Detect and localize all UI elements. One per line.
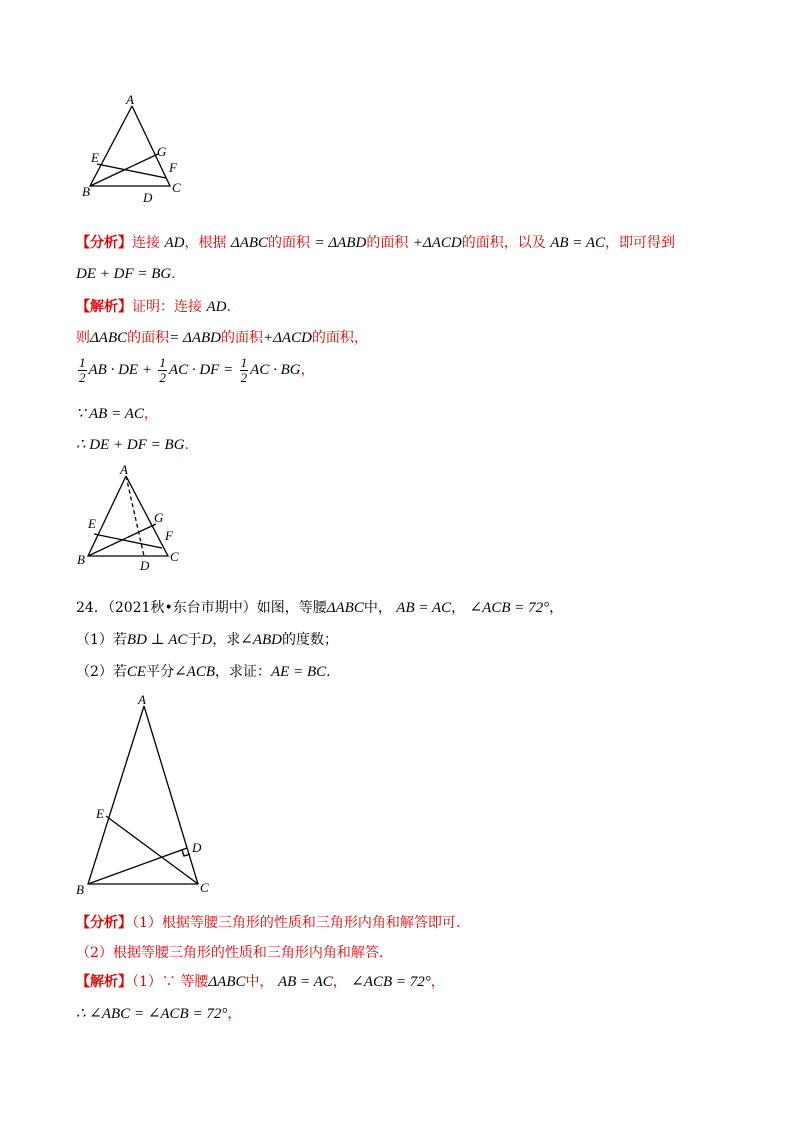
question-text: 中，: [363, 600, 392, 616]
solution-1-line-1: [76, 297, 231, 317]
solution-text: .: [226, 299, 231, 315]
vertex-label-g: G: [154, 510, 164, 525]
math-ab-eq-ac: AB = AC: [550, 235, 606, 251]
solution-text: ，: [227, 1006, 242, 1022]
question-24-part-2: [76, 662, 331, 682]
math-ad: AD: [206, 299, 227, 315]
question-text: 平分: [146, 664, 175, 680]
figure-triangle-2: [72, 462, 192, 574]
solution-text: 中，: [245, 974, 274, 990]
analysis-1-line-1: [76, 233, 675, 253]
vertex-label-c: C: [170, 549, 179, 564]
question-24-line-1: [76, 598, 563, 618]
math-angle-abd: ∠ABD: [240, 632, 282, 648]
vertex-label-a: A: [126, 92, 134, 107]
math-angle-acb: ∠ACB = 72°: [351, 974, 431, 990]
math-triangle-acd: +ΔACD: [412, 235, 462, 251]
math-therefore-de-df-bg: ∴ DE + DF = BG: [76, 437, 185, 453]
analysis-text: 的面积，以及: [461, 235, 546, 251]
vertex-label-g: G: [157, 144, 167, 159]
solution-text: ，: [430, 974, 445, 990]
math-bd-perp-ac: BD ⊥ AC: [126, 632, 188, 648]
question-text: ，: [549, 600, 564, 616]
analysis-tag: 【分析】: [76, 235, 132, 251]
solution-2-line-2: [76, 1004, 241, 1024]
question-text: （1）若: [76, 632, 127, 648]
solution-1-line-2: [76, 328, 368, 348]
question-text: ，求证：: [215, 664, 271, 680]
question-text: ，求: [212, 632, 241, 648]
solution-text: .: [184, 437, 189, 453]
analysis-text: 的面积: [366, 235, 409, 251]
math-term: AC · DF =: [168, 362, 234, 378]
solution-text: ，: [332, 974, 347, 990]
question-text: .: [326, 664, 331, 680]
math-angle-acb: ∠ACB = 72°: [469, 600, 550, 616]
vertex-label-b: B: [82, 184, 90, 199]
analysis-text: （1）根据等腰三角形的性质和三角形内角和解答即可.: [132, 915, 461, 931]
vertex-label-c: C: [200, 880, 209, 895]
analysis-text: 的面积: [268, 235, 311, 251]
vertex-label-d: D: [143, 190, 153, 204]
solution-2-line-1: [76, 972, 445, 992]
vertex-label-d: D: [192, 840, 202, 855]
analysis-2-line-2: [76, 943, 383, 963]
math-ab-eq-ac: AB = AC: [396, 600, 452, 616]
vertex-label-d: D: [140, 558, 150, 573]
math-ab-eq-ac: AB = AC: [277, 974, 333, 990]
solution-text: ，: [300, 362, 315, 378]
solution-text: 的面积，: [311, 330, 368, 346]
vertex-label-b: B: [76, 882, 84, 897]
math-ae-eq-bc: AE = BC: [271, 664, 327, 680]
math-term: AB · DE +: [88, 362, 152, 378]
solution-text: 的面积: [127, 330, 170, 346]
analysis-2-line-1: [76, 913, 460, 933]
solution-text: ，: [143, 406, 158, 422]
solution-1-line-5: [76, 435, 189, 455]
vertex-label-e: E: [88, 516, 96, 531]
math-triangle-abd: = ΔABD: [169, 330, 221, 346]
analysis-text: .: [171, 266, 176, 282]
math-because-ab-ac: ∵ AB = AC: [76, 406, 144, 422]
vertex-label-e: E: [96, 806, 104, 821]
vertex-label-b: B: [77, 552, 85, 567]
math-d: D: [201, 632, 213, 648]
math-triangle-abd: = ΔABD: [314, 235, 367, 251]
question-text: 于: [187, 632, 202, 648]
math-triangle-acd: +ΔACD: [262, 330, 312, 346]
math-triangle-abc: ΔABC: [326, 600, 364, 616]
fraction-half: $\frac{1}{2}$: [79, 354, 86, 385]
question-text: （2）若: [76, 664, 127, 680]
solution-1-line-4: [76, 404, 158, 424]
analysis-text: 连接: [132, 235, 160, 251]
vertex-label-e: E: [91, 150, 99, 165]
analysis-text: ，根据: [184, 235, 227, 251]
figure-triangle-3: [70, 688, 220, 898]
solution-tag: 【解析】: [76, 974, 132, 990]
question-text: ，: [451, 600, 466, 616]
analysis-text: （2）根据等腰三角形的性质和三角形内角和解答.: [76, 945, 384, 961]
figure-triangle-1: [76, 92, 196, 204]
math-de-df-bg: DE + DF = BG: [76, 266, 172, 282]
math-triangle-abc: ΔABC: [230, 235, 269, 251]
math-triangle-abc: ΔABC: [90, 330, 128, 346]
solution-text: 则: [76, 330, 90, 346]
solution-1-line-3: [76, 354, 315, 386]
solution-text: 证明：连接: [132, 299, 202, 315]
fraction-half: $\frac{1}{2}$: [240, 354, 248, 385]
solution-text: （1）∵ 等腰: [132, 974, 209, 990]
vertex-label-f: F: [165, 528, 173, 543]
math-angle-acb: ∠ACB: [174, 664, 215, 680]
vertex-label-a: A: [120, 462, 128, 477]
question-24-part-1: [76, 630, 338, 650]
vertex-label-a: A: [138, 692, 146, 707]
math-ce: CE: [126, 664, 147, 680]
question-text: 24．（2021秋•东台市期中）如图，等腰: [76, 600, 327, 616]
solution-text: 的面积: [220, 330, 263, 346]
question-text: 的度数；: [282, 632, 338, 648]
math-ad: AD: [164, 235, 185, 251]
math-triangle-abc: ΔABC: [208, 974, 246, 990]
vertex-label-c: C: [172, 180, 181, 195]
analysis-tag: 【分析】: [76, 915, 132, 931]
analysis-text: ，即可得到: [605, 235, 676, 251]
analysis-1-line-2: [76, 264, 176, 284]
solution-tag: 【解析】: [76, 299, 132, 315]
fraction-half: $\frac{1}{2}$: [159, 354, 166, 385]
vertex-label-f: F: [169, 160, 177, 175]
math-term: AC · BG: [250, 362, 301, 378]
math-angle-abc-eq-acb: ∴ ∠ABC = ∠ACB = 72°: [76, 1006, 228, 1022]
